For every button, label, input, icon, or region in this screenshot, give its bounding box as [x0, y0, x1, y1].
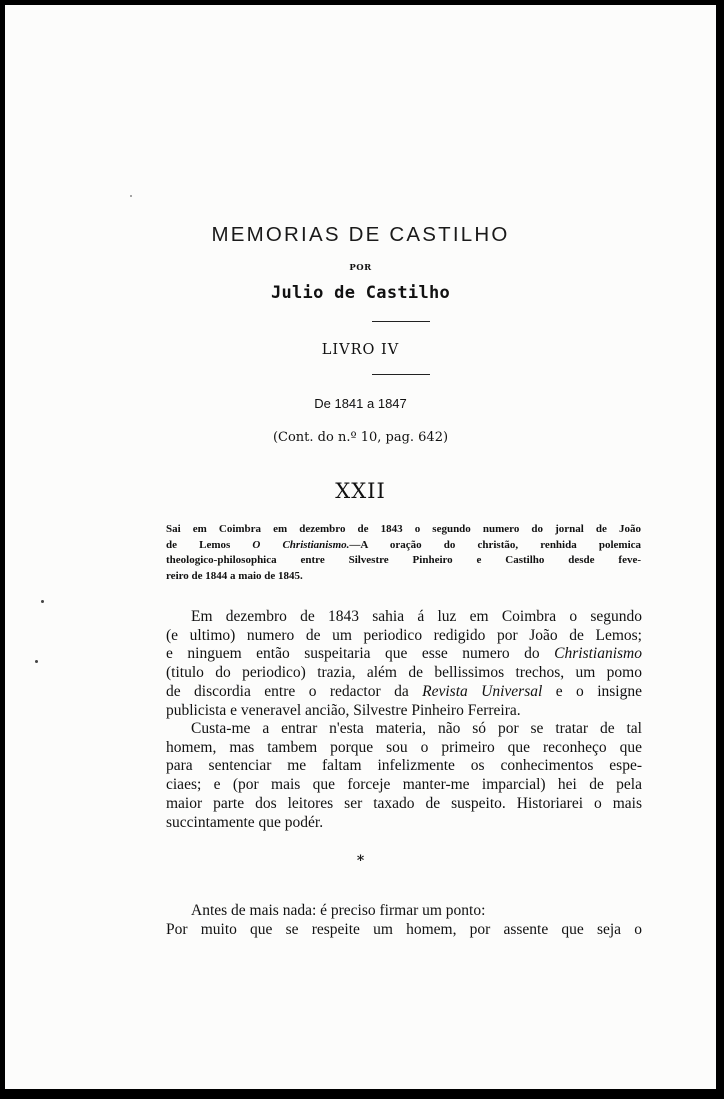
summary-line: theologico-philosophica entre Silvestre Pinheiro e Castilho desde feve- [166, 554, 641, 566]
summary-line: reiro de 1844 a maio de 1845. [166, 569, 303, 582]
text-line: maior parte dos leitores ser taxado de suspeito. Historiarei o mais [166, 794, 642, 812]
text-line: Em dezembro de 1843 sahia á luz em Coimbra o segundo [191, 608, 642, 625]
chapter-number: XXII [335, 479, 386, 503]
book-title: MEMORIAS DE CASTILHO [211, 223, 510, 246]
paragraph-3 [166, 902, 642, 939]
text-line: succintamente que podér. [166, 813, 324, 831]
summary-line: de Lemos O Christianismo.—A oração do christão, renhida polemica [166, 538, 642, 551]
scan-speck [130, 195, 132, 197]
book-number: LIVRO IV [321, 342, 400, 358]
paragraph-2 [166, 720, 642, 832]
text-line: (e ultimo) numero de um periodico redigido por João de Lemos; [166, 626, 642, 644]
text-line: ciaes; e (por mais que forceje manter-me imparcial) hei de pela [166, 776, 642, 794]
continuation-note: (Cont. do n.º 10, pag. 642) [272, 430, 449, 445]
section-separator: * [356, 853, 365, 869]
text-line: para sentenciar me faltam infelizmente os conhecimentos espe- [166, 757, 642, 775]
chapter-summary [166, 522, 641, 584]
text-line: (titulo do periodico) trazia, além de bellissimos trechos, um pomo [166, 664, 642, 682]
date-range: De 1841 a 1847 [314, 396, 407, 411]
paragraph-1 [166, 608, 642, 720]
text-line: Antes de mais nada: é preciso firmar um ponto: [191, 902, 486, 919]
scanned-page [5, 5, 716, 1089]
divider-rule-top [372, 321, 430, 322]
text-line: Por muito que se respeite um homem, por assente que seja o [166, 920, 642, 938]
scan-speck [41, 600, 44, 603]
text-line: homem, mas tambem porque sou o primeiro que reconheço que [166, 738, 642, 756]
text-line: publicista e veneravel ancião, Silvestre Pinheiro Ferreira. [166, 701, 521, 719]
text-line: Custa-me a entrar n'esta materia, não só por se tratar de tal [191, 720, 642, 737]
by-label: POR [349, 263, 372, 273]
summary-line: Sai em Coimbra em dezembro de 1843 o segundo numero do jornal de João [166, 523, 641, 535]
text-line: e ninguem então suspeitaria que esse numero do Christianismo [166, 645, 642, 663]
text-line: de discordia entre o redactor da Revista Universal e o insigne [166, 682, 642, 700]
scan-speck [35, 660, 38, 663]
divider-rule-bottom [372, 374, 430, 375]
author-name: Julio de Castilho [270, 283, 451, 303]
